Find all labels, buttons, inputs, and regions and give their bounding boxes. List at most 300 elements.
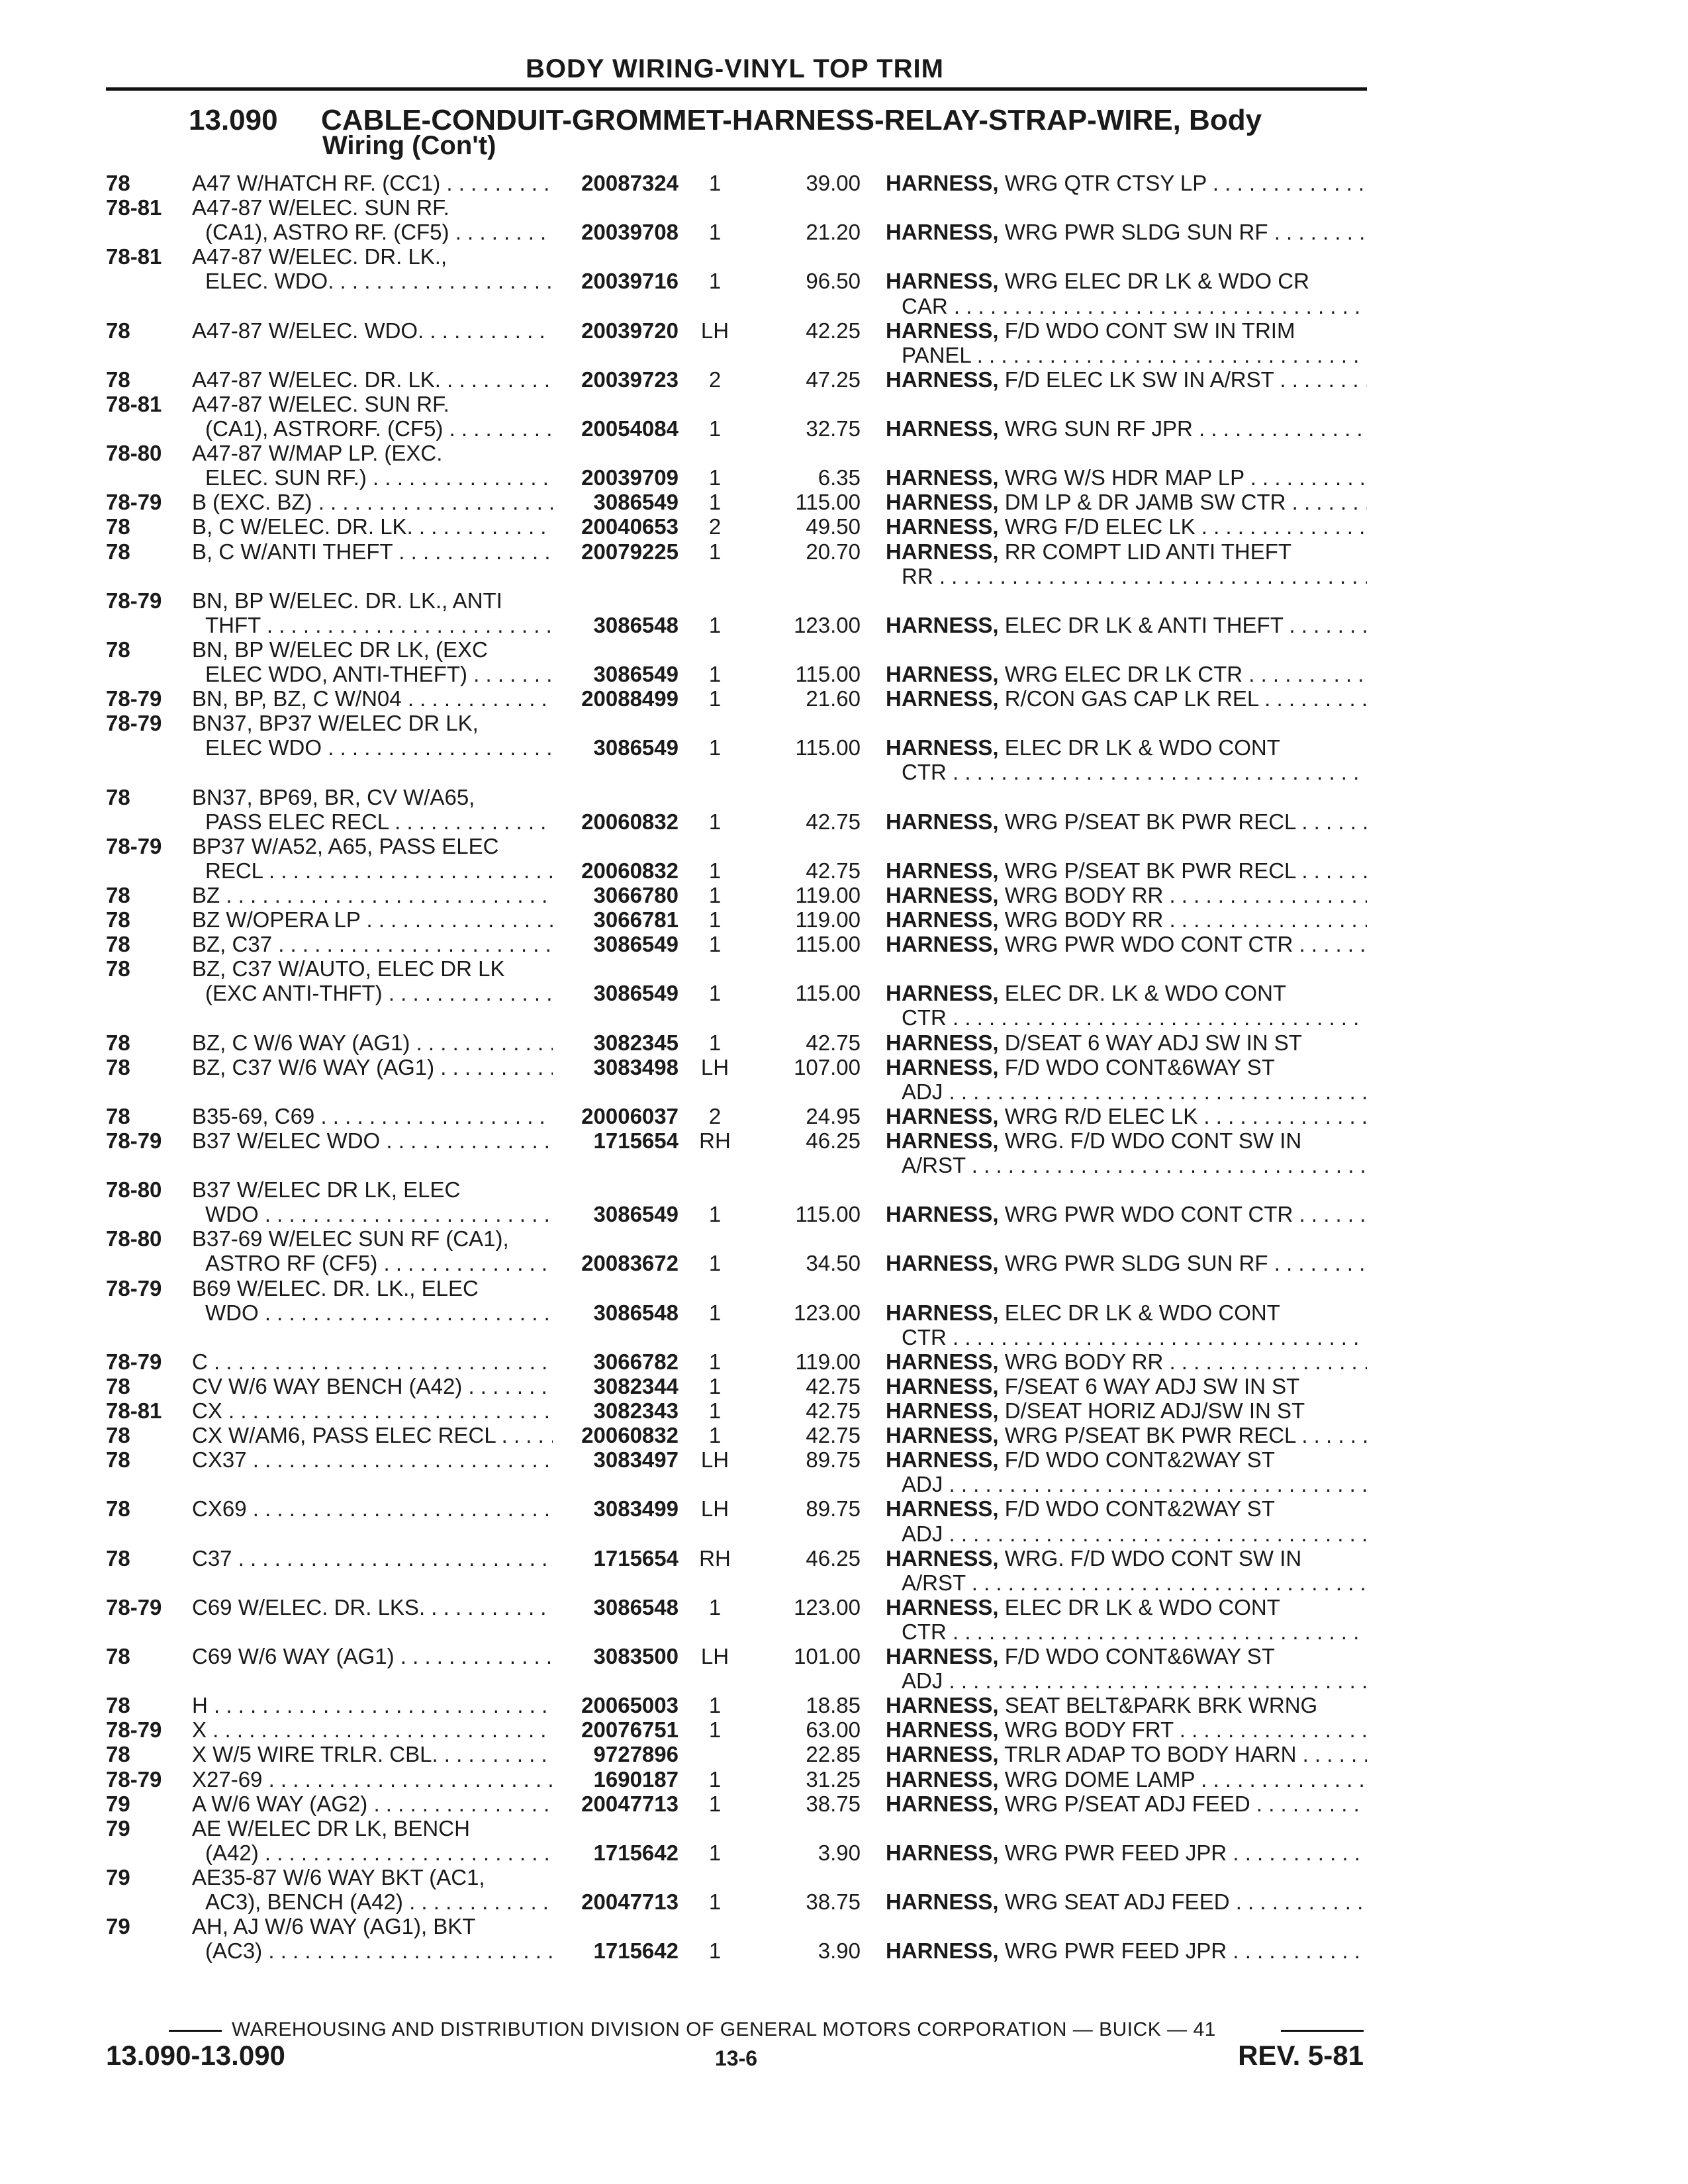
part-type: HARNESS, (886, 882, 999, 907)
parts-row (0, 662, 1688, 686)
parts-row (0, 195, 1688, 220)
parts-row (0, 1717, 1688, 1742)
quantity: LH (700, 1447, 729, 1473)
quantity: 1 (708, 1717, 722, 1743)
part-number: 3066780 (593, 882, 679, 907)
model-year: 78-79 (106, 686, 162, 711)
part-detail: ELEC DR LK & WDO CONT (1004, 1594, 1280, 1619)
part-detail: WRG PWR FEED JPR (1004, 1840, 1227, 1865)
part-name-continuation (0, 760, 1688, 784)
model-year: 78 (106, 907, 130, 932)
part-type: HARNESS, (886, 1496, 999, 1522)
model-description: ELEC. WDO. . . . (205, 269, 553, 293)
parts-row (0, 490, 1688, 514)
part-detail: WRG PWR SLDG SUN RF (1004, 220, 1268, 245)
price: 49.50 (806, 514, 861, 539)
part-number: 20060832 (581, 1423, 679, 1448)
part-number: 3086549 (593, 981, 679, 1006)
parts-row (0, 809, 1688, 834)
section-number: 13.090 (189, 104, 278, 136)
part-number: 1715654 (593, 1128, 679, 1153)
quantity: 1 (708, 465, 722, 490)
model-year: 79 (106, 1914, 130, 1939)
part-name-cont-text: CTR . . . (902, 1325, 1367, 1349)
parts-row (0, 932, 1688, 956)
quantity: 1 (708, 1373, 722, 1398)
part-type: HARNESS, (886, 662, 999, 686)
price: 32.75 (806, 416, 861, 441)
part-type: HARNESS, (886, 735, 999, 760)
quantity: 1 (708, 1938, 722, 1964)
part-number: 20088499 (581, 686, 679, 711)
parts-row (0, 1792, 1688, 1816)
model-description: ELEC. SUN RF.) . . . (205, 465, 553, 490)
parts-row (0, 1374, 1688, 1398)
parts-row (0, 588, 1688, 613)
model-year: 78 (106, 539, 130, 564)
parts-row (0, 514, 1688, 539)
quantity: 1 (708, 269, 722, 294)
model-description: B37 W/ELEC WDO . . . (192, 1128, 553, 1153)
model-description: A47-87 W/ELEC. DR. LK., (192, 244, 447, 269)
quantity: RH (699, 1128, 731, 1153)
part-name (886, 1300, 1367, 1325)
part-detail: RR COMPT LID ANTI THEFT (1004, 539, 1292, 564)
part-name (886, 367, 1367, 392)
quantity: 1 (708, 1594, 722, 1619)
part-number: 20039720 (581, 318, 679, 343)
part-detail: WRG W/S HDR MAP LP (1004, 465, 1244, 490)
quantity: 1 (708, 1398, 722, 1423)
quantity: RH (699, 1545, 731, 1570)
part-detail: WRG BODY FRT (1004, 1717, 1174, 1743)
part-detail: WRG PWR SLDG SUN RF (1004, 1251, 1268, 1276)
model-description: BZ W/OPERA LP . . . (192, 907, 553, 932)
price: 21.20 (806, 220, 861, 245)
part-type: HARNESS, (886, 1054, 999, 1079)
model-year: 78-81 (106, 244, 162, 269)
price: 63.00 (806, 1717, 861, 1743)
model-description: AE35-87 W/6 WAY BKT (AC1, (192, 1864, 485, 1889)
model-year: 78 (106, 956, 130, 981)
model-year: 79 (106, 1815, 130, 1841)
part-name-cont-text: RR . . . (902, 564, 1367, 588)
model-year: 78 (106, 1103, 130, 1128)
model-year: 78 (106, 1742, 130, 1767)
part-type: HARNESS, (886, 1766, 999, 1792)
part-type: HARNESS, (886, 1545, 999, 1570)
section-title-text: CABLE-CONDUIT-GROMMET-HARNESS-RELAY-STRAP-WIRE, Body (321, 104, 1262, 136)
parts-row (0, 613, 1688, 637)
model-description: BP37 W/A52, A65, PASS ELEC (192, 833, 499, 858)
part-type: HARNESS, (886, 1889, 999, 1914)
footer-division: WAREHOUSING AND DISTRIBUTION DIVISION OF GENERAL MOTORS CORPORATION — BUICK — 41 (232, 2019, 1216, 2040)
part-type: HARNESS, (886, 809, 999, 834)
part-detail: WRG P/SEAT ADJ FEED (1004, 1791, 1250, 1816)
part-name (886, 416, 1367, 441)
model-year: 78-81 (106, 195, 162, 220)
quantity: 1 (708, 1693, 722, 1718)
part-name-continuation (0, 343, 1688, 367)
model-year: 79 (106, 1791, 130, 1816)
model-year: 78-81 (106, 391, 162, 416)
part-type: HARNESS, (886, 1103, 999, 1128)
part-name (886, 1595, 1367, 1619)
part-name (886, 1644, 1367, 1668)
quantity: LH (700, 318, 729, 343)
part-number: 3086549 (593, 662, 679, 686)
model-description: BZ, C37 . . . (192, 932, 553, 956)
parts-row (0, 981, 1688, 1005)
price: 115.00 (795, 981, 861, 1006)
quantity: 1 (708, 1349, 722, 1374)
quantity: 2 (708, 514, 722, 539)
part-detail: WRG BODY RR (1004, 907, 1164, 932)
part-number: 3086549 (593, 932, 679, 957)
part-name-continuation (0, 1079, 1688, 1104)
quantity: 2 (708, 1103, 722, 1128)
part-number: 3086549 (593, 1202, 679, 1227)
parts-row (0, 1128, 1688, 1153)
part-type: HARNESS, (886, 1791, 999, 1816)
parts-row (0, 956, 1688, 981)
model-description: BZ . . . (192, 883, 553, 907)
model-description: BN, BP W/ELEC DR LK, (EXC (192, 637, 488, 662)
price: 89.75 (806, 1496, 861, 1522)
quantity: 2 (708, 367, 722, 392)
model-year: 78 (106, 1030, 130, 1055)
parts-row (0, 1889, 1688, 1914)
quantity: 1 (708, 1202, 722, 1227)
price: 107.00 (794, 1054, 861, 1079)
parts-row (0, 1865, 1688, 1889)
model-description: ELEC WDO . . . (205, 735, 553, 760)
model-description: AC3), BENCH (A42) . . . (205, 1889, 553, 1914)
quantity: 1 (708, 1423, 722, 1448)
quantity: 1 (708, 1300, 722, 1325)
model-description: B (EXC. BZ) . . . (192, 490, 553, 514)
model-description: (A42) . . . (205, 1841, 553, 1865)
quantity: 1 (708, 1791, 722, 1816)
model-description: WDO . . . (205, 1300, 553, 1325)
quantity: 1 (708, 1889, 722, 1914)
model-year: 78-79 (106, 833, 162, 858)
part-type: HARNESS, (886, 269, 999, 294)
quantity: 1 (708, 686, 722, 711)
parts-row (0, 883, 1688, 907)
model-description: X27-69 . . . (192, 1767, 553, 1792)
part-type: HARNESS, (886, 1717, 999, 1743)
quantity: 1 (708, 809, 722, 834)
part-number: 20047713 (581, 1889, 679, 1914)
model-description: A W/6 WAY (AG2) . . . (192, 1792, 553, 1816)
part-name (886, 613, 1367, 637)
price: 119.00 (795, 882, 861, 907)
parts-row (0, 1914, 1688, 1938)
parts-row (0, 1349, 1688, 1374)
model-year: 78-79 (106, 1594, 162, 1619)
price: 38.75 (806, 1791, 861, 1816)
part-number: 3082345 (593, 1030, 679, 1055)
part-type: HARNESS, (886, 367, 999, 392)
part-name-continuation (0, 564, 1688, 588)
part-name-cont-text: CTR . . . (902, 760, 1367, 784)
model-description: AE W/ELEC DR LK, BENCH (192, 1815, 470, 1841)
part-name (886, 1841, 1367, 1865)
part-name (886, 1374, 1367, 1398)
part-detail: ELEC DR. LK & WDO CONT (1004, 981, 1287, 1006)
model-year: 78 (106, 1693, 130, 1718)
part-name (886, 809, 1367, 834)
part-type: HARNESS, (886, 1447, 999, 1473)
part-number: 3082343 (593, 1398, 679, 1423)
parts-row (0, 1841, 1688, 1865)
part-detail: WRG. F/D WDO CONT SW IN (1004, 1128, 1302, 1153)
part-type: HARNESS, (886, 514, 999, 539)
quantity: 1 (708, 907, 722, 932)
part-name (886, 662, 1367, 686)
model-description: C69 W/6 WAY (AG1) . . . (192, 1644, 553, 1668)
part-name (886, 1398, 1367, 1423)
part-type: HARNESS, (886, 1840, 999, 1865)
parts-row (0, 858, 1688, 883)
part-type: HARNESS, (886, 686, 999, 711)
quantity: 1 (708, 858, 722, 883)
part-detail: F/D WDO CONT SW IN TRIM (1004, 318, 1295, 343)
part-number: 3086548 (593, 1300, 679, 1325)
parts-row (0, 1742, 1688, 1766)
part-type: HARNESS, (886, 465, 999, 490)
model-description: BN37, BP69, BR, CV W/A65, (192, 784, 475, 809)
model-year: 79 (106, 1864, 130, 1889)
parts-row (0, 1767, 1688, 1792)
price: 24.95 (806, 1103, 861, 1128)
part-name-cont-text: ADJ . . . (902, 1079, 1367, 1104)
part-name (886, 1030, 1367, 1055)
model-year: 78 (106, 1447, 130, 1473)
part-detail: WRG PWR WDO CONT CTR (1004, 1202, 1293, 1227)
part-number: 3086549 (593, 490, 679, 515)
part-number: 3083497 (593, 1447, 679, 1473)
model-year: 78 (106, 1423, 130, 1448)
model-description: BZ, C W/6 WAY (AG1) . . . (192, 1030, 553, 1055)
model-year: 78 (106, 171, 130, 195)
part-name-cont-text: A/RST . . . (902, 1570, 1367, 1595)
part-detail: WRG R/D ELEC LK (1004, 1103, 1198, 1128)
part-number: 20054084 (581, 416, 679, 441)
model-description: THFT . . . (205, 613, 553, 637)
part-number: 3083500 (593, 1644, 679, 1668)
parts-row (0, 637, 1688, 662)
model-year: 78 (106, 637, 130, 662)
model-description: WDO . . . (205, 1202, 553, 1226)
model-year: 78 (106, 784, 130, 809)
parts-row (0, 1030, 1688, 1055)
part-number: 20065003 (581, 1693, 679, 1718)
part-number: 20039708 (581, 220, 679, 245)
price: 89.75 (806, 1447, 861, 1473)
price: 42.75 (806, 1373, 861, 1398)
part-type: HARNESS, (886, 1128, 999, 1153)
price: 96.50 (806, 269, 861, 294)
part-number: 1715654 (593, 1545, 679, 1570)
part-name (886, 1767, 1367, 1792)
parts-row (0, 711, 1688, 735)
quantity: 1 (708, 416, 722, 441)
part-name-continuation (0, 1472, 1688, 1496)
quantity: 1 (708, 981, 722, 1006)
price: 42.75 (806, 809, 861, 834)
parts-row (0, 1693, 1688, 1717)
price: 119.00 (795, 1349, 861, 1374)
part-number: 20060832 (581, 858, 679, 883)
part-detail: WRG DOME LAMP (1004, 1766, 1195, 1792)
quantity: 1 (708, 539, 722, 564)
parts-row (0, 269, 1688, 293)
quantity: LH (700, 1496, 729, 1522)
parts-row (0, 686, 1688, 711)
price: 18.85 (806, 1693, 861, 1718)
model-description: CX69 . . . (192, 1496, 553, 1521)
model-description: A47 W/HATCH RF. (CC1) . . . (192, 171, 553, 195)
part-name (886, 1546, 1367, 1570)
model-year: 78 (106, 882, 130, 907)
part-number: 20039716 (581, 269, 679, 294)
part-detail: R/CON GAS CAP LK REL (1004, 686, 1258, 711)
model-year: 78 (106, 514, 130, 539)
part-detail: WRG SUN RF JPR (1004, 416, 1193, 441)
model-year: 78 (106, 1054, 130, 1079)
quantity: 1 (708, 882, 722, 907)
part-number: 3086548 (593, 1594, 679, 1619)
part-type: HARNESS, (886, 1349, 999, 1374)
part-number: 20006037 (581, 1103, 679, 1128)
model-description: B, C W/ELEC. DR. LK. . . . (192, 514, 553, 539)
footer-revision: REV. 5-81 (1238, 2040, 1364, 2071)
footer-rule-left (169, 2030, 222, 2032)
quantity: 1 (708, 735, 722, 760)
quantity: 1 (708, 1840, 722, 1865)
quantity: 1 (708, 220, 722, 245)
price: 3.90 (818, 1938, 861, 1964)
part-name (886, 981, 1367, 1005)
part-name-cont-text: CTR . . . (902, 1005, 1367, 1030)
part-type: HARNESS, (886, 1202, 999, 1227)
model-year: 78 (106, 1496, 130, 1522)
part-name (886, 858, 1367, 883)
price: 123.00 (794, 1300, 861, 1325)
part-type: HARNESS, (886, 907, 999, 932)
part-type: HARNESS, (886, 1398, 999, 1423)
quantity: 1 (708, 612, 722, 637)
part-type: HARNESS, (886, 1030, 999, 1055)
model-year: 78-80 (106, 1177, 162, 1203)
model-year: 78-79 (106, 1275, 162, 1300)
part-name-cont-text: CTR . . . (902, 1619, 1367, 1644)
part-name (886, 1251, 1367, 1275)
part-detail: WRG PWR FEED JPR (1004, 1938, 1227, 1964)
part-detail: WRG BODY RR (1004, 1349, 1164, 1374)
model-year: 78-79 (106, 1766, 162, 1792)
part-type: HARNESS, (886, 981, 999, 1006)
part-number: 3086549 (593, 735, 679, 760)
price: 6.35 (818, 465, 861, 490)
quantity: 1 (708, 662, 722, 686)
model-description: C37 . . . (192, 1546, 553, 1570)
part-detail: WRG. F/D WDO CONT SW IN (1004, 1545, 1302, 1570)
part-detail: WRG ELEC DR LK CTR (1004, 662, 1243, 686)
part-number: 20040653 (581, 514, 679, 539)
model-year: 78-80 (106, 1226, 162, 1251)
part-number: 20087324 (581, 171, 679, 195)
model-description: A47-87 W/ELEC. DR. LK. . . . (192, 367, 553, 392)
part-detail: WRG SEAT ADJ FEED (1004, 1889, 1230, 1914)
model-description: ELEC WDO, ANTI-THEFT) . . . (205, 662, 553, 686)
model-description: X . . . (192, 1717, 553, 1742)
parts-row (0, 1104, 1688, 1128)
model-description: B35-69, C69 . . . (192, 1104, 553, 1128)
parts-row (0, 539, 1688, 564)
part-number: 3083498 (593, 1054, 679, 1079)
part-name (886, 514, 1367, 539)
part-name-continuation (0, 1325, 1688, 1349)
part-name (886, 1889, 1367, 1914)
model-description: A47-87 W/ELEC. SUN RF. (192, 195, 449, 220)
parts-row (0, 1202, 1688, 1226)
part-type: HARNESS, (886, 318, 999, 343)
price: 101.00 (794, 1644, 861, 1668)
part-number: 20039709 (581, 465, 679, 490)
model-description: BN, BP, BZ, C W/N04 . . . (192, 686, 553, 711)
part-type: HARNESS, (886, 1373, 999, 1398)
part-detail: D/SEAT 6 WAY ADJ SW IN ST (1004, 1030, 1302, 1055)
part-detail: ELEC DR LK & WDO CONT (1004, 735, 1280, 760)
part-name-cont-text: A/RST . . . (902, 1153, 1367, 1177)
footer-page-number: 13-6 (715, 2046, 758, 2070)
parts-row (0, 171, 1688, 195)
part-name-cont-text: ADJ . . . (902, 1522, 1367, 1546)
part-type: HARNESS, (886, 171, 999, 195)
part-name (886, 1055, 1367, 1079)
parts-row (0, 1300, 1688, 1325)
parts-row (0, 1938, 1688, 1963)
part-name-cont-text: ADJ . . . (902, 1668, 1367, 1693)
part-detail: F/D WDO CONT&2WAY ST (1004, 1496, 1275, 1522)
model-year: 78 (106, 318, 130, 343)
part-name-continuation (0, 1522, 1688, 1546)
part-name (886, 1202, 1367, 1226)
part-name-continuation (0, 1153, 1688, 1177)
quantity: LH (700, 1644, 729, 1668)
part-number: 20047713 (581, 1791, 679, 1816)
model-description: B37 W/ELEC DR LK, ELEC (192, 1177, 461, 1203)
part-detail: SEAT BELT&PARK BRK WRNG (1004, 1693, 1318, 1718)
footer-rule-right (1281, 2030, 1364, 2032)
price: 42.75 (806, 858, 861, 883)
parts-row (0, 1644, 1688, 1668)
parts-row (0, 441, 1688, 465)
part-type: HARNESS, (886, 932, 999, 957)
part-name (886, 1938, 1367, 1963)
model-description: CX . . . (192, 1398, 553, 1423)
part-type: HARNESS, (886, 220, 999, 245)
part-number: 20079225 (581, 539, 679, 564)
model-year: 78-79 (106, 1128, 162, 1153)
part-detail: TRLR ADAP TO BODY HARN (1004, 1742, 1297, 1767)
parts-row (0, 735, 1688, 760)
model-year: 78-81 (106, 1398, 162, 1423)
parts-row (0, 244, 1688, 269)
